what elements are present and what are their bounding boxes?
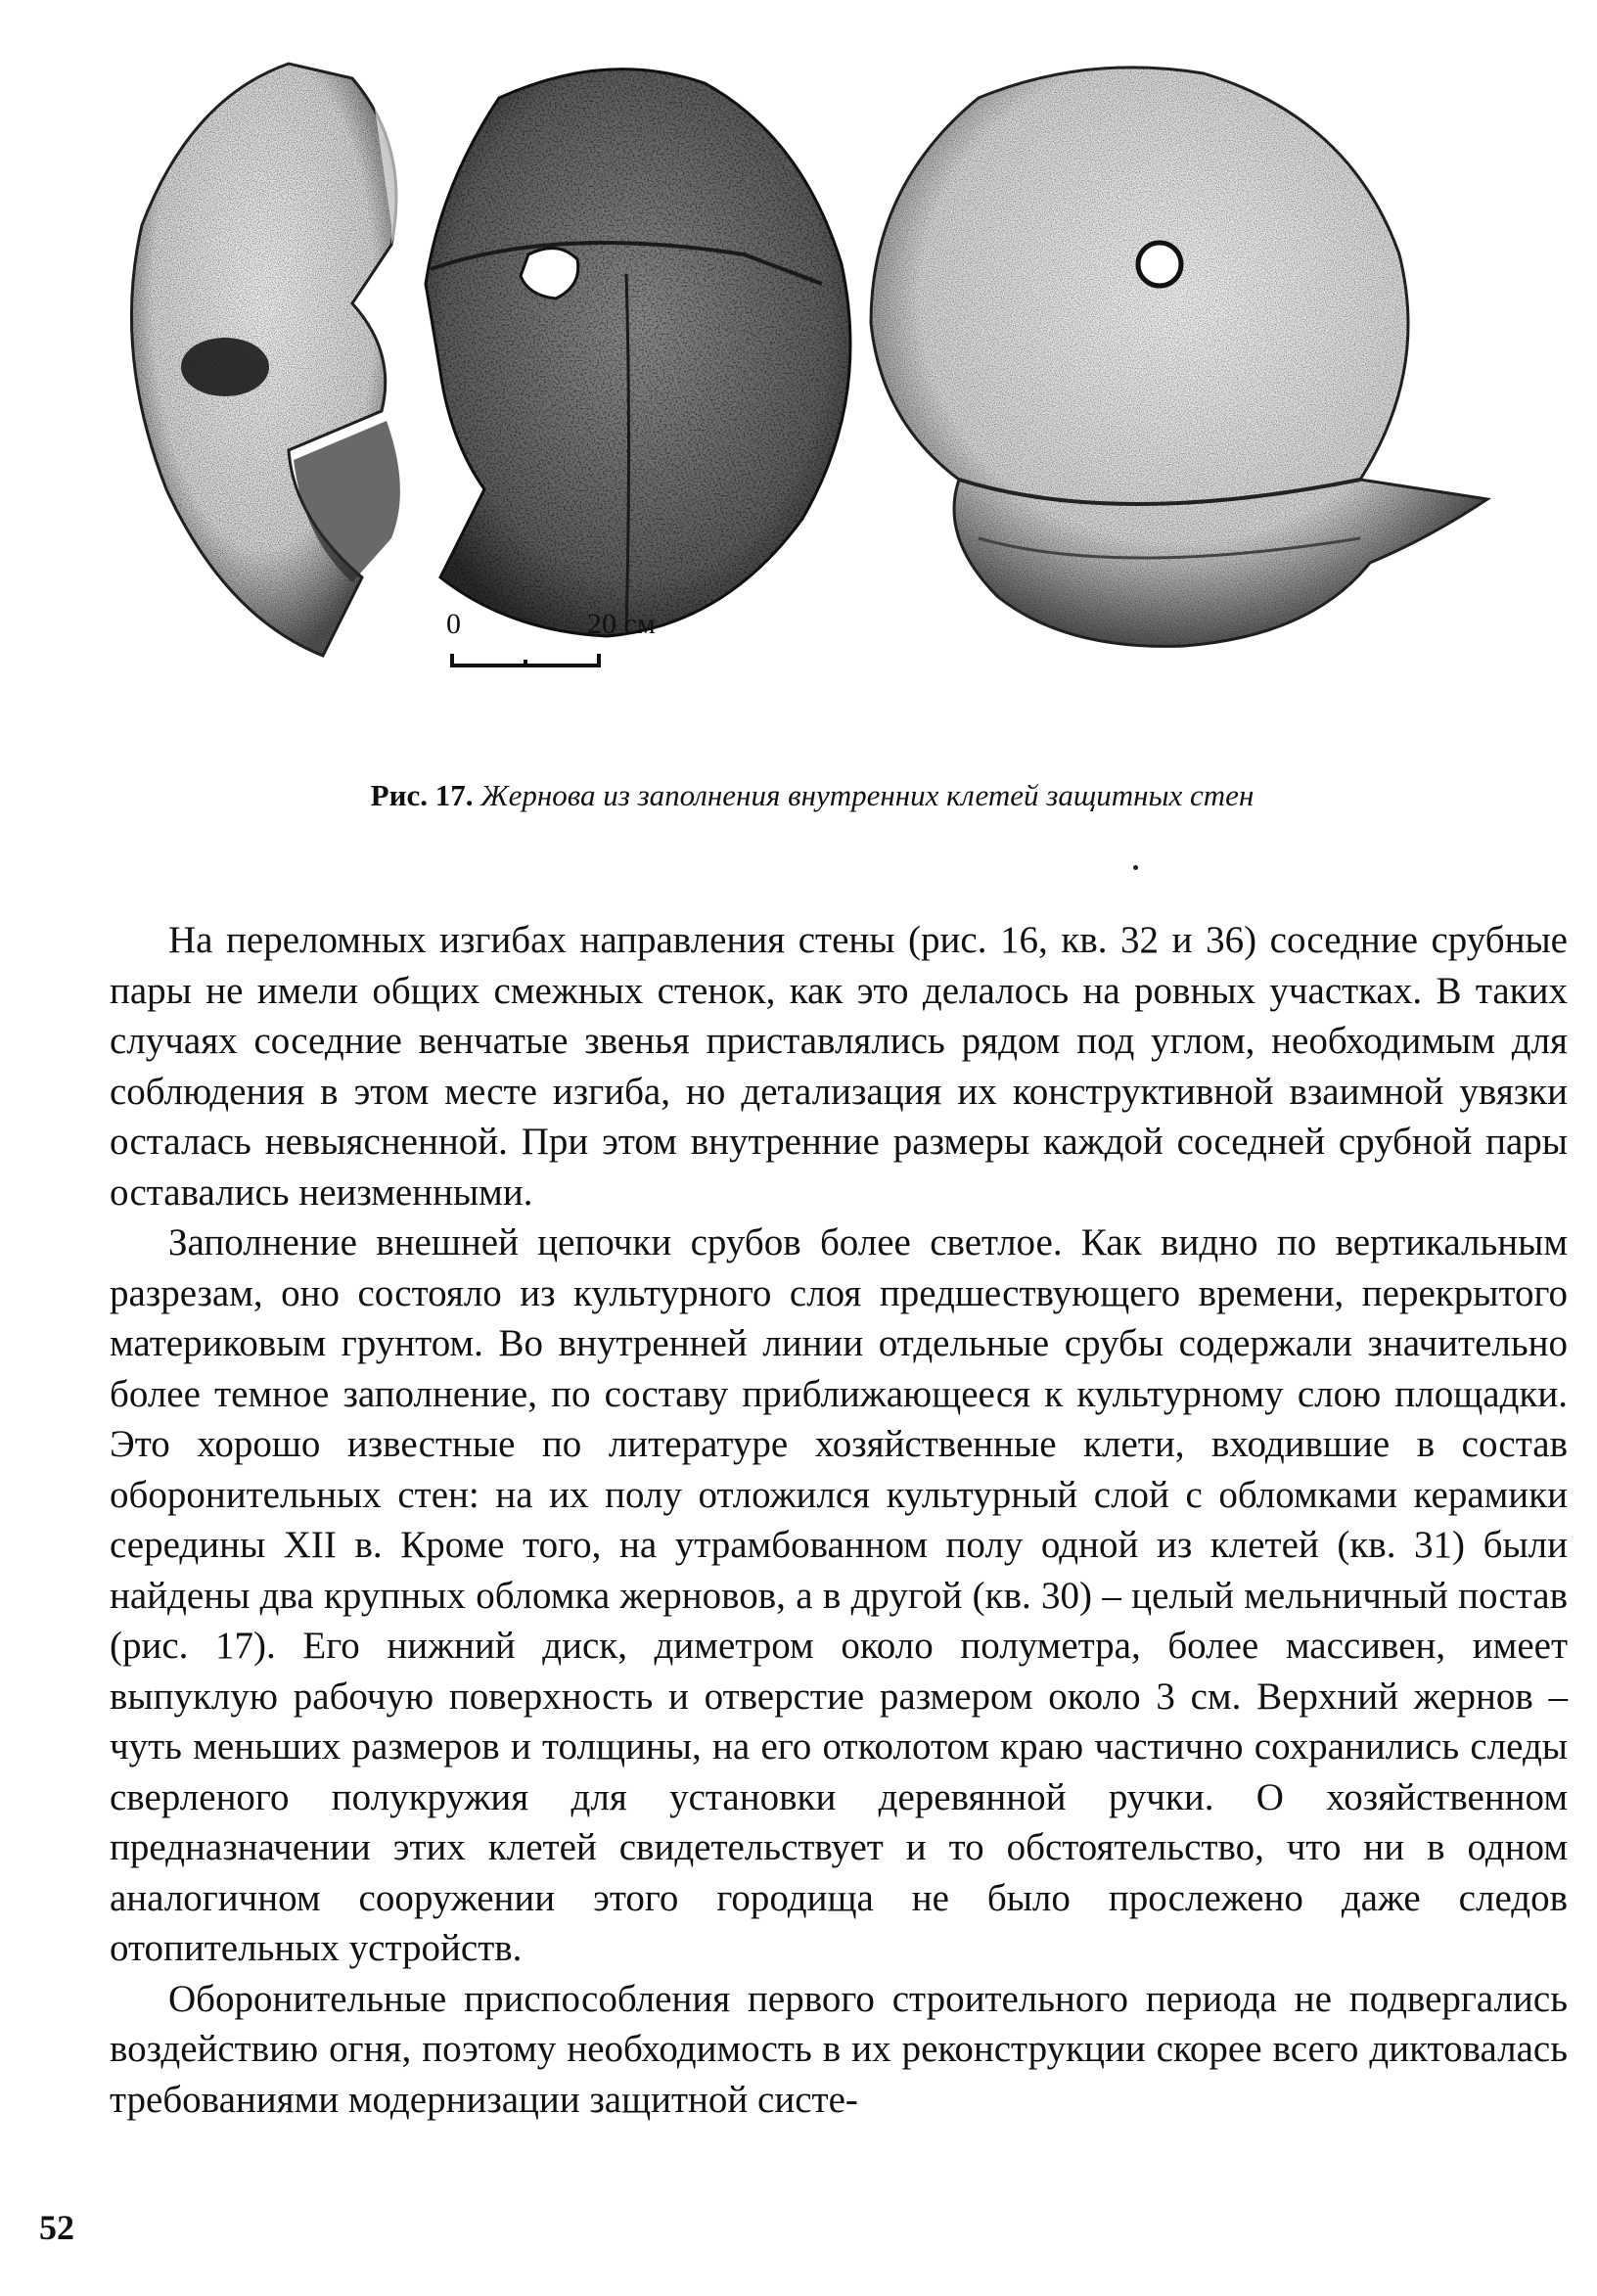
paragraph-1: На переломных изгибах направления стены (рис. 16, кв. 32 и 36) соседние срубные пары не имели общих смежных стенок, как это делалось на ровных участках. В таких случаях соседние венчатые звенья приставлялись рядом под углом, необходимым для соблюдения в этом месте изгиба, но детализация их конструктивной взаимной увязки осталась невыясненной. При этом внутренние размеры каждой соседней срубной пары оставались неизменными. — [110, 919, 1568, 1214]
millstones-figure — [98, 29, 1527, 705]
right-millstone — [871, 68, 1487, 647]
figure-caption — [196, 778, 1429, 813]
middle-millstone — [426, 69, 850, 636]
speck — [1133, 865, 1138, 870]
scale-start-label: 0 — [446, 608, 461, 640]
left-millstone-fragments — [131, 64, 402, 656]
caption-text: Жернова из заполнения внутренних клетей защитных стен — [480, 778, 1255, 812]
article-body — [110, 915, 1568, 2125]
millstones-photo — [98, 29, 1527, 705]
scale-end-label: 20 см — [587, 608, 656, 640]
page-number: 52 — [39, 2208, 74, 2247]
paragraph-2: Заполнение внешней цепочки срубов более светлое. Как видно по вертикальным разрезам, оно состояло из культурного слоя предшествующего времени, перекрытого материковым грунтом. Во внутренней линии отдельные срубы содержали значительно более темное заполнение, по составу приближающееся к культурному слою площадки. Это хорошо известные по литературе хозяйственные клети, входившие в состав оборонительных стен: на их полу отложился культурный слой с обломками керамики середины XII в. Кроме того, на утрамбованном полу одной из клетей (кв. 31) были найдены два крупных обломка жерновов, а в другой (кв. 30) – целый мельничный постав (рис. 17). Его нижний диск, диметром около полуметра, более массивен, имеет выпуклую рабочую поверхность и отверстие размером около 3 см. Верхний жернов – чуть меньших размеров и толщины, на его отколотом краю частично сохранились следы сверленого полукружия для установки деревянной ручки. О хозяйственном предназначении этих клетей свидетельствует и то обстоятельство, что ни в одном аналогичном сооружении этого городища не было прослежено даже следов отопительных устройств. — [110, 1221, 1568, 1969]
paragraph-3: Оборонительные приспособления первого строительного периода не подвергались воздействию огня, поэтому необходимость в их реконструкции скорее всего диктовалась требованиями модернизации защитной систе- — [110, 1977, 1568, 2121]
caption-prefix: Рис. 17. — [370, 778, 474, 812]
scale-bar — [452, 654, 599, 667]
